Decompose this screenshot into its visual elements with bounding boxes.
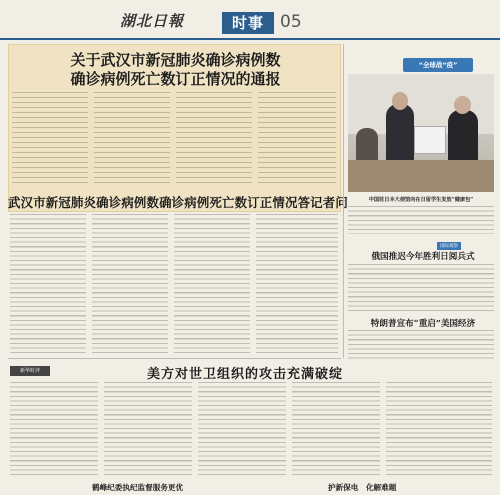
sidebar-body-texture-1: [348, 264, 494, 312]
caption-body-texture: [348, 206, 494, 234]
bottom-headline-right: 护新保电 化解难题: [328, 483, 397, 492]
notice-body-texture-4: [258, 92, 336, 184]
sidebar-banner: “全球战“疫”: [403, 58, 473, 72]
commentary-body-texture-4: [292, 382, 380, 478]
sidebar: [345, 44, 495, 360]
photo-caption: 中国驻日本大使馆向在日留学生发放“健康包”: [368, 197, 474, 203]
masthead: [0, 0, 500, 40]
commentary-body-texture-1: [10, 382, 98, 478]
sidebar-headline-1: 俄国推迟今年胜利日阅兵式: [371, 252, 475, 262]
notice-body-texture-2: [94, 92, 170, 184]
notice-body-texture-3: [176, 92, 252, 184]
bottom-headline-left: 鹤峰纪委执纪监督服务更优: [92, 483, 184, 492]
commentary-headline: 美方对世卫组织的攻击充满破绽: [146, 367, 343, 382]
main-article-headline: 武汉市新冠肺炎确诊病例数确诊病例死亡数订正情况答记者问: [8, 195, 348, 210]
article-body-texture-3: [174, 214, 250, 354]
notice-title-line1: 关于武汉市新冠肺炎确诊病例数: [70, 51, 281, 69]
sidebar-divider: [343, 44, 344, 358]
commentary-body-texture-5: [386, 382, 492, 478]
notice-title-line2: 确诊病例死亡数订正情况的通报: [70, 70, 281, 88]
article-body-texture-4: [256, 214, 338, 354]
commentary-tag: 新华时评: [10, 366, 50, 376]
article-body-texture-2: [92, 214, 168, 354]
masthead-rule: [0, 38, 500, 40]
article-body-texture-1: [10, 214, 86, 354]
commentary-body-texture-2: [104, 382, 192, 478]
page-number: 05: [280, 12, 302, 32]
sidebar-headline-2: 特朗普宣布“重启”美国经济: [370, 319, 476, 329]
sidebar-body-texture-2: [348, 330, 494, 360]
section-tag: 时事: [222, 12, 274, 34]
sidebar-tag: 国际观察: [437, 242, 461, 250]
notice-body-texture-1: [12, 92, 88, 184]
section-divider: [8, 358, 341, 359]
notice-title: [9, 51, 342, 89]
news-photo: [348, 74, 494, 192]
commentary-body-texture-3: [198, 382, 286, 478]
newspaper-logo: 湖北日報: [120, 12, 185, 30]
